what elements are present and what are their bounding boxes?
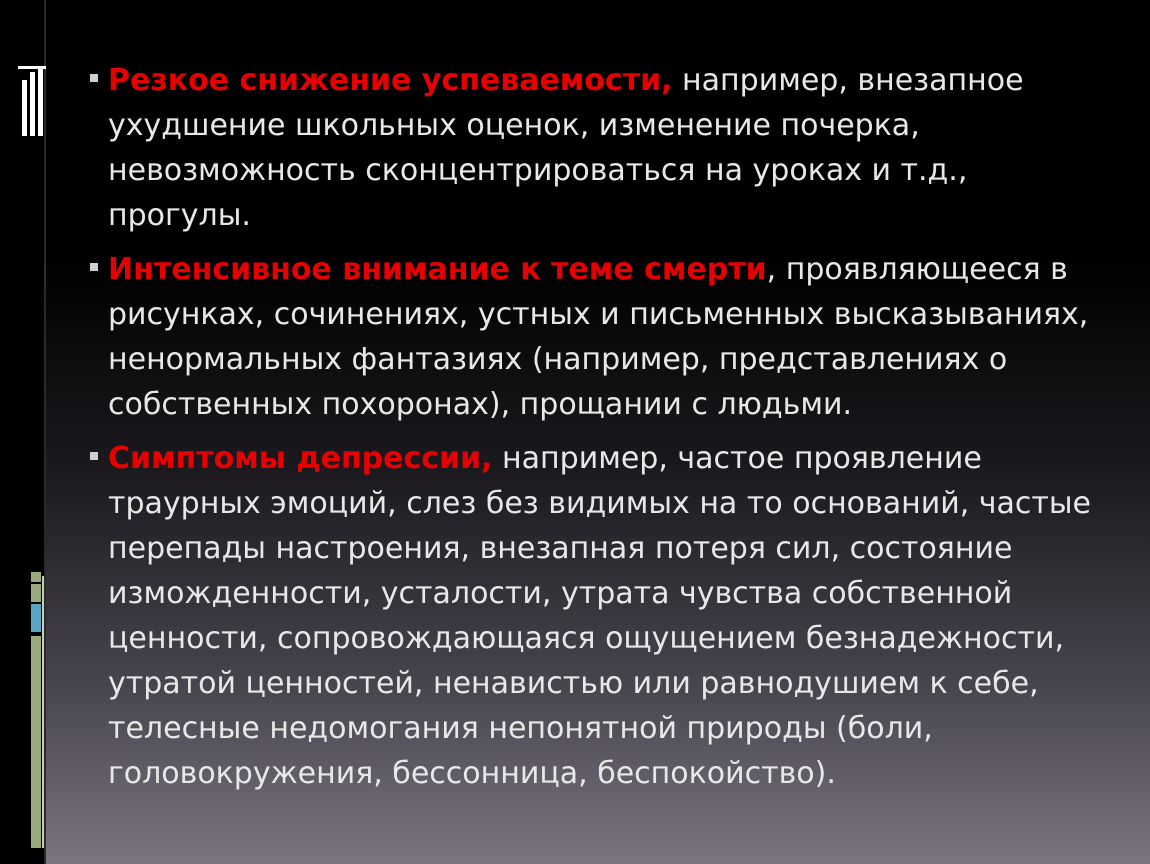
left-decor-strip <box>0 0 46 864</box>
accent-bar-blue <box>31 604 41 632</box>
bullet-list <box>88 58 1108 805</box>
bullet-item <box>88 436 1108 796</box>
bullet-highlight: Резкое снижение успеваемости, <box>108 63 673 98</box>
accent-line <box>42 576 44 848</box>
bullet-highlight: Интенсивное внимание к теме смерти <box>108 252 767 287</box>
bullet-text: например, частое проявление траурных эмоций, слез без видимых на то оснований, частые перепады настроения, внезапная потеря сил, состояние изможденности, усталости, утрата чувства собственной ценности, сопровождающаяся ощущением безнадежности, утратой ценностей, ненавистью или равнодушием к себе, телесные недомогания непонятной природы (боли, головокружения, бессонница, беспокойство). <box>108 441 1091 791</box>
accent-bar <box>31 572 41 582</box>
bullet-item <box>88 247 1108 427</box>
columns-decor-icon <box>0 66 46 136</box>
bullet-text: например, внезапное ухудшение школьных оценок, изменение почерка, невозможность сконцентрироваться на уроках и т.д., прогулы. <box>108 63 1024 233</box>
bullet-item <box>88 58 1108 238</box>
bullet-square-icon <box>90 74 98 82</box>
accent-bar <box>31 636 41 848</box>
accent-bar <box>31 584 41 602</box>
bullet-square-icon <box>90 452 98 460</box>
bullet-highlight: Симптомы депрессии, <box>108 441 493 476</box>
bullet-text: , проявляющееся в рисунках, сочинениях, устных и письменных высказываниях, ненормальных фантазиях (например, представлениях о собственных похоронах), прощании с людьми. <box>108 252 1089 422</box>
bullet-square-icon <box>90 263 98 271</box>
